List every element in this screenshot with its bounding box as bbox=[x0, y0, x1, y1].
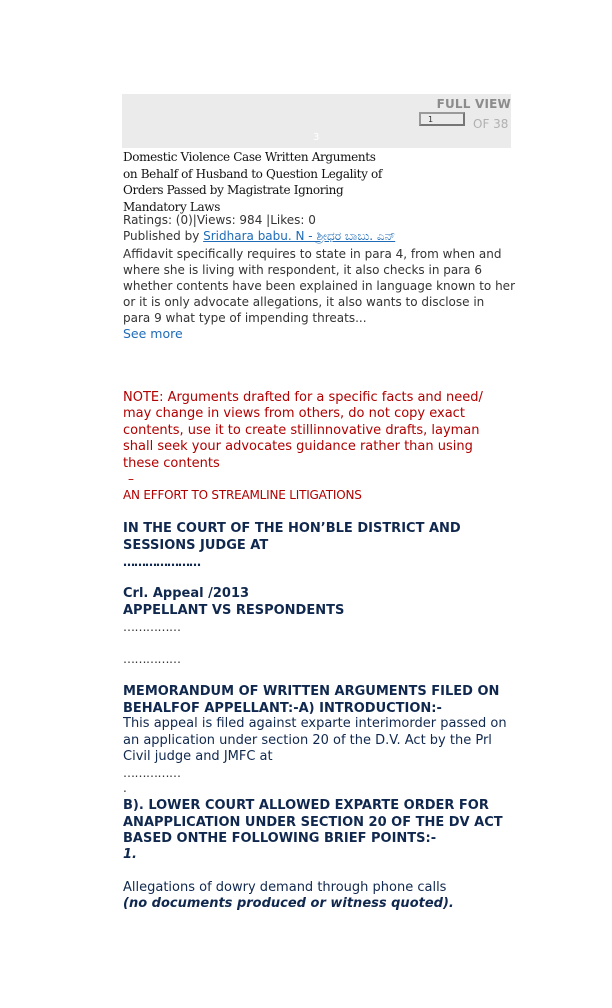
author-link[interactable]: Sridhara babu. N - ಶ್ರೀಧರ ಬಾಬು. ಎನ್ bbox=[203, 229, 396, 243]
page-number-input[interactable] bbox=[419, 112, 465, 126]
document-viewer-toolbar bbox=[122, 94, 511, 148]
effort-tagline: AN EFFORT TO STREAMLINE LITIGATIONS bbox=[123, 488, 362, 502]
document-title-line: Orders Passed by Magistrate Ignoring bbox=[123, 183, 344, 197]
placeholder-dots: …………… bbox=[123, 652, 181, 666]
placeholder-dots: …………… bbox=[123, 766, 181, 780]
disclaimer-note: NOTE: Arguments drafted for a specific facts and need/ may change in views from others, do not copy exact contents, use it to create stillinnovative drafts, layman shall seek your advocates guidance rather than using these contents bbox=[123, 390, 483, 471]
full-view-button[interactable]: FULL VIEW bbox=[436, 97, 511, 111]
point-number: 1. bbox=[123, 847, 137, 862]
allegation-text: Allegations of dowry demand through phone calls bbox=[123, 880, 447, 895]
document-title-line: Domestic Violence Case Written Arguments bbox=[123, 150, 376, 164]
published-by-line bbox=[123, 229, 395, 244]
lower-court-heading: B). LOWER COURT ALLOWED EXPARTE ORDER FOR ANAPPLICATION UNDER SECTION 20 OF THE DV ACT BASED ONTHE FOLLOWING BRIEF POINTS:- bbox=[123, 798, 503, 846]
memorandum-heading: MEMORANDUM OF WRITTEN ARGUMENTS FILED ON BEHALFOF APPELLANT:-A) INTRODUCTION:- bbox=[123, 684, 500, 716]
parties-heading: APPELLANT VS RESPONDENTS bbox=[123, 603, 345, 618]
introduction-text: This appeal is filed against exparte interimorder passed on an application under section 20 of the D.V. Act by the Prl Civil judge and JMFC at bbox=[123, 716, 507, 764]
placeholder-dots: …………… bbox=[123, 620, 181, 634]
document-title-line: on Behalf of Husband to Question Legality of bbox=[123, 166, 382, 181]
published-by-label: Published by bbox=[123, 229, 204, 243]
see-more-link[interactable]: See more bbox=[123, 326, 183, 341]
appeal-number: Crl. Appeal /2013 bbox=[123, 586, 250, 601]
total-pages-label: OF 38 bbox=[473, 117, 509, 131]
document-description: Affidavit specifically requires to state in para 4, from when and where she is living with respondent, it also checks in para 6 whether contents have been explained in language known to her or it is only advocate allegations, it also wants to disclose in para 9 what type of impending threats... bbox=[123, 247, 515, 325]
document-title-line: Mandatory Laws bbox=[123, 199, 221, 214]
allegation-note: (no documents produced or witness quoted). bbox=[123, 896, 454, 911]
single-dot: . bbox=[123, 781, 127, 795]
court-placeholder-dots: ………………… bbox=[123, 555, 200, 569]
page-marker: 3 bbox=[313, 132, 320, 143]
dash-separator: – bbox=[128, 472, 134, 486]
court-heading: IN THE COURT OF THE HON’BLE DISTRICT AND SESSIONS JUDGE AT bbox=[123, 521, 461, 553]
ratings-views-likes: Ratings: (0)|Views: 984 |Likes: 0 bbox=[123, 213, 316, 227]
document-title bbox=[123, 149, 393, 215]
